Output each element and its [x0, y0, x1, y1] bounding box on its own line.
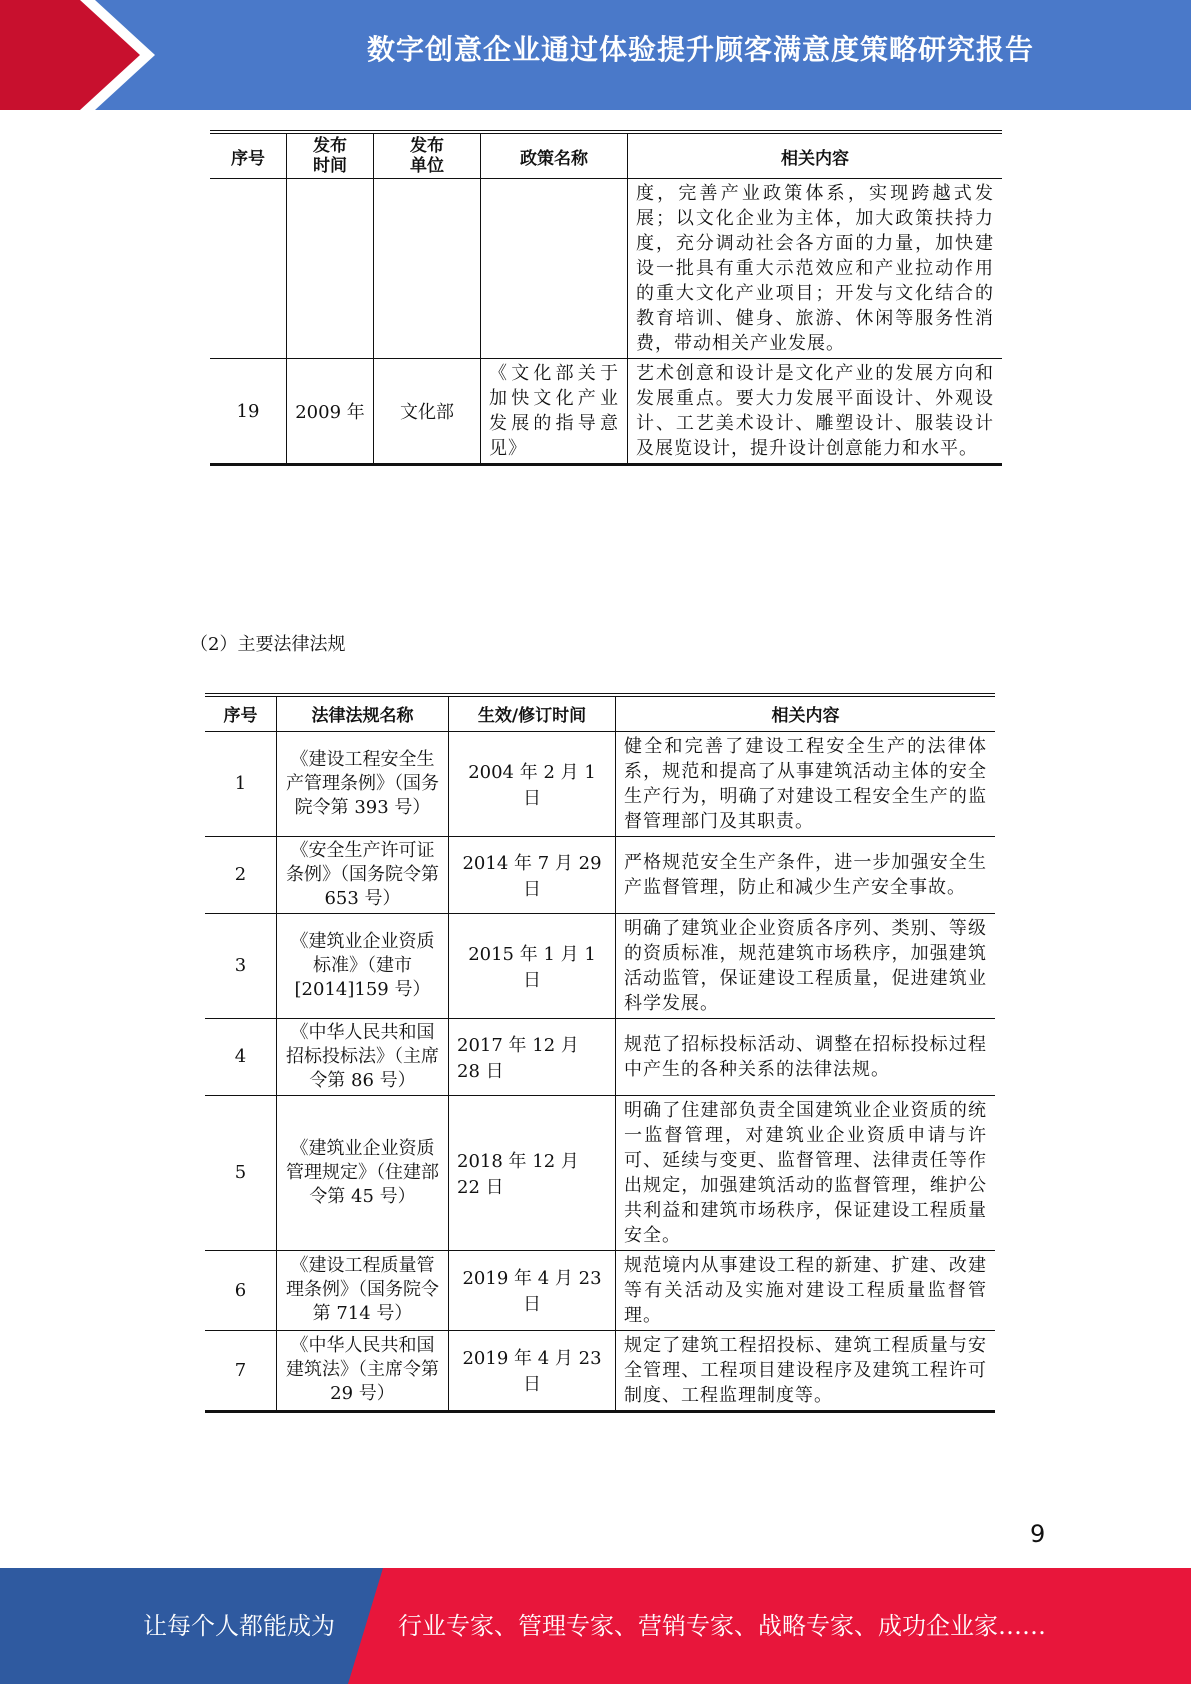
page-number: 9	[1030, 1520, 1046, 1548]
cell-no: 5	[205, 1095, 277, 1250]
cell-content: 度，完善产业政策体系，实现跨越式发展；以文化企业为主体，加大政策扶持力度，充分调动社会各方面的力量，加快建设一批具有重大示范效应和产业拉动作用的重大文化产业项目；开发与文化结合的教育培训、健身、旅游、休闲等服务性消费，带动相关产业发展。	[628, 179, 1003, 359]
cell-law-name: 《建筑业企业资质标准》（建市[2014]159 号）	[277, 913, 449, 1018]
cell-unit: 文化部	[374, 359, 481, 465]
table-header-row	[205, 695, 995, 731]
col-header-no: 序号	[205, 695, 277, 731]
cell-content: 艺术创意和设计是文化产业的发展方向和发展重点。要大力发展平面设计、外观设计、工艺美术设计、雕塑设计、服装设计及展览设计，提升设计创意能力和水平。	[628, 359, 1003, 465]
footer-slogan-left: 让每个人都能成为	[143, 1612, 335, 1640]
cell-no: 1	[205, 731, 277, 836]
cell-no	[210, 179, 287, 359]
col-header-date: 发布 时间	[287, 132, 374, 179]
cell-date	[287, 179, 374, 359]
table-row	[205, 1250, 995, 1330]
col-header-content: 相关内容	[628, 132, 1003, 179]
cell-no: 7	[205, 1330, 277, 1411]
cell-date: 2009 年	[287, 359, 374, 465]
cell-no: 4	[205, 1018, 277, 1095]
table-row	[205, 1330, 995, 1411]
cell-no: 2	[205, 836, 277, 913]
cell-no: 19	[210, 359, 287, 465]
cell-content: 严格规范安全生产条件，进一步加强安全生产监督管理，防止和减少生产安全事故。	[616, 836, 996, 913]
cell-unit	[374, 179, 481, 359]
cell-law-name: 《中华人民共和国招标投标法》（主席令第 86 号）	[277, 1018, 449, 1095]
cell-date: 2019 年 4 月 23 日	[449, 1250, 616, 1330]
cell-no: 3	[205, 913, 277, 1018]
table-row	[205, 1018, 995, 1095]
cell-date: 2014 年 7 月 29 日	[449, 836, 616, 913]
cell-law-name: 《中华人民共和国建筑法》（主席令第 29 号）	[277, 1330, 449, 1411]
cell-content: 明确了住建部负责全国建筑业企业资质的统一监督管理，对建筑业企业资质申请与许可、延续与变更、监督管理、法律责任等作出规定，加强建筑活动的监督管理，维护公共利益和建筑市场秩序，保证建设工程质量安全。	[616, 1095, 996, 1250]
policy-table	[210, 130, 1002, 466]
table-row	[210, 359, 1002, 465]
footer-slogan-right: 行业专家、管理专家、营销专家、战略专家、成功企业家……	[398, 1612, 1046, 1640]
table-row	[205, 1095, 995, 1250]
header-red-shape	[0, 0, 150, 110]
cell-content: 规范了招标投标活动、调整在招标投标过程中产生的各种关系的法律法规。	[616, 1018, 996, 1095]
cell-date: 2004 年 2 月 1 日	[449, 731, 616, 836]
cell-law-name: 《建筑业企业资质管理规定》（住建部令第 45 号）	[277, 1095, 449, 1250]
cell-content: 规范境内从事建设工程的新建、扩建、改建等有关活动及实施对建设工程质量监督管理。	[616, 1250, 996, 1330]
cell-content: 规定了建筑工程招投标、建筑工程质量与安全管理、工程项目建设程序及建筑工程许可制度、工程监理制度等。	[616, 1330, 996, 1411]
table-row	[205, 731, 995, 836]
table-row	[205, 836, 995, 913]
cell-no: 6	[205, 1250, 277, 1330]
cell-law-name: 《建设工程安全生产管理条例》（国务院令第 393 号）	[277, 731, 449, 836]
col-header-law-name: 法律法规名称	[277, 695, 449, 731]
cell-law-name: 《安全生产许可证条例》（国务院令第653 号）	[277, 836, 449, 913]
page-header	[0, 0, 1191, 110]
cell-date: 2015 年 1 月 1 日	[449, 913, 616, 1018]
table-row	[205, 913, 995, 1018]
cell-content: 健全和完善了建设工程安全生产的法律体系，规范和提高了从事建筑活动主体的安全生产行为，明确了对建设工程安全生产的监督管理部门及其职责。	[616, 731, 996, 836]
col-header-policy-name: 政策名称	[481, 132, 628, 179]
page-footer	[0, 1568, 1191, 1684]
col-header-unit: 发布 单位	[374, 132, 481, 179]
col-header-no: 序号	[210, 132, 287, 179]
cell-content: 明确了建筑业企业资质各序列、类别、等级的资质标准，规范建筑市场秩序，加强建筑活动监管，保证建设工程质量，促进建筑业科学发展。	[616, 913, 996, 1018]
cell-date: 2019 年 4 月 23 日	[449, 1330, 616, 1411]
table-header-row	[210, 132, 1002, 179]
report-title: 数字创意企业通过体验提升顾客满意度策略研究报告	[366, 33, 1034, 66]
col-header-content: 相关内容	[616, 695, 996, 731]
cell-law-name: 《建设工程质量管理条例》（国务院令第 714 号）	[277, 1250, 449, 1330]
col-header-effective-date: 生效/修订时间	[449, 695, 616, 731]
table-row	[210, 179, 1002, 359]
cell-date: 2017 年 12 月 28 日	[449, 1018, 616, 1095]
cell-date: 2018 年 12 月 22 日	[449, 1095, 616, 1250]
laws-table	[205, 693, 995, 1413]
cell-policy-name	[481, 179, 628, 359]
cell-policy-name: 《文化部关于加快文化产业发展的指导意见》	[481, 359, 628, 465]
section-heading: （2）主要法律法规	[190, 634, 346, 655]
